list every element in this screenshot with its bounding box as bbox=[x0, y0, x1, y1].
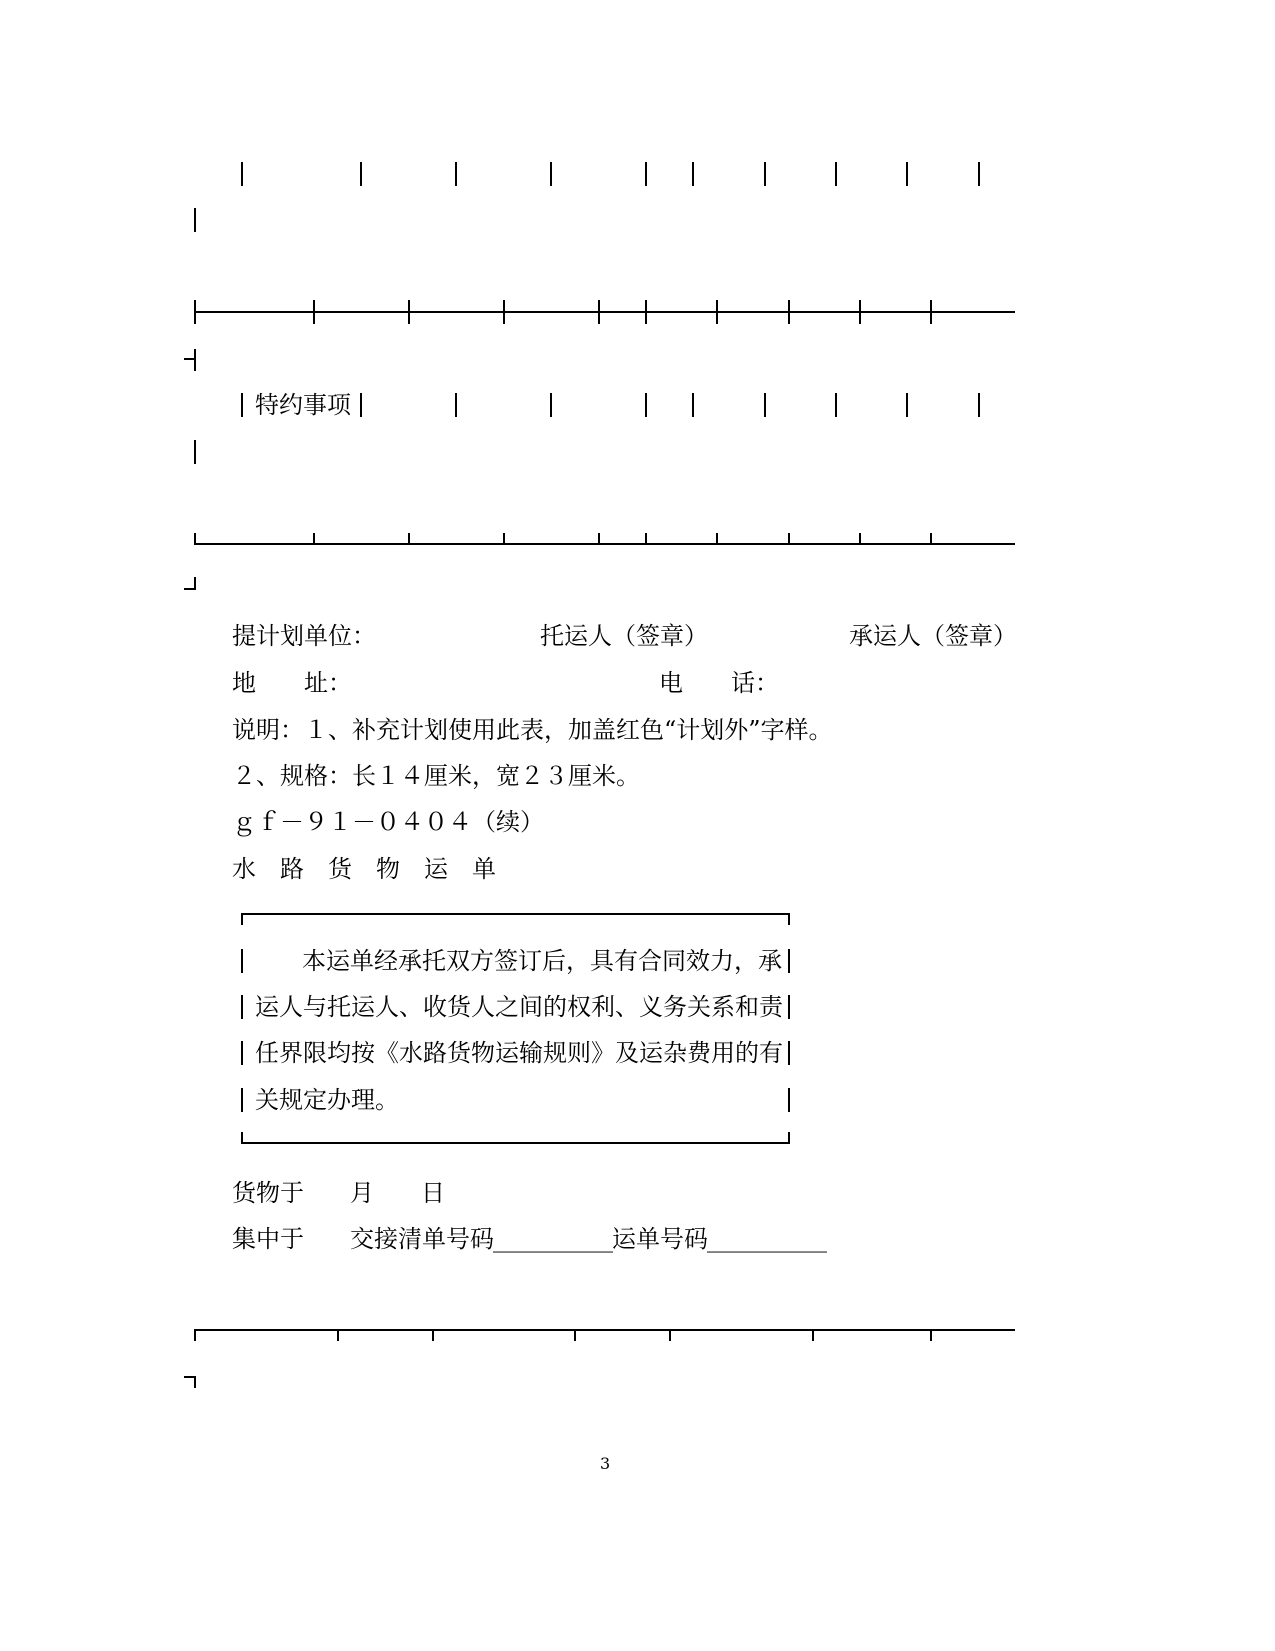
carrier-signature-label: 承运人（签章） bbox=[849, 622, 1017, 650]
form-title: 水 路 货 物 运 单 bbox=[232, 855, 496, 883]
waybill-number-blank: __________ bbox=[707, 1225, 827, 1253]
shipper-signature-label: 托运人（签章） bbox=[540, 622, 708, 650]
collect-at-label: 集中于 bbox=[232, 1225, 304, 1253]
waybill-number-label: 运单号码 bbox=[612, 1225, 708, 1253]
address-label: 地 址： bbox=[232, 669, 352, 697]
note-2: ２、规格：长１４厘米，宽２３厘米。 bbox=[232, 762, 640, 790]
month-label: 月 bbox=[350, 1179, 374, 1207]
note-1: 说明：１、补充计划使用此表，加盖红色“计划外”字样。 bbox=[232, 716, 833, 744]
cargo-on-label: 货物于 bbox=[232, 1179, 304, 1207]
phone-label: 电 话： bbox=[659, 669, 779, 697]
notice-line-2: 运人与托运人、收货人之间的权利、义务关系和责 bbox=[255, 993, 783, 1021]
page-number: 3 bbox=[600, 1454, 611, 1473]
notice-line-1: 本运单经承托双方签订后，具有合同效力，承 bbox=[302, 947, 782, 975]
form-code: ｇｆ－９１－０４０４（续） bbox=[232, 808, 544, 836]
notice-line-4: 关规定办理。 bbox=[255, 1086, 399, 1114]
notice-line-3: 任界限均按《水路货物运输规则》及运杂费用的有 bbox=[255, 1039, 783, 1067]
plan-unit-label: 提计划单位： bbox=[232, 622, 376, 650]
handover-list-number-label: 交接清单号码 bbox=[350, 1225, 494, 1253]
day-label: 日 bbox=[421, 1179, 445, 1207]
special-matters-label: 特约事项 bbox=[255, 391, 351, 419]
handover-list-number-blank: __________ bbox=[493, 1225, 613, 1253]
